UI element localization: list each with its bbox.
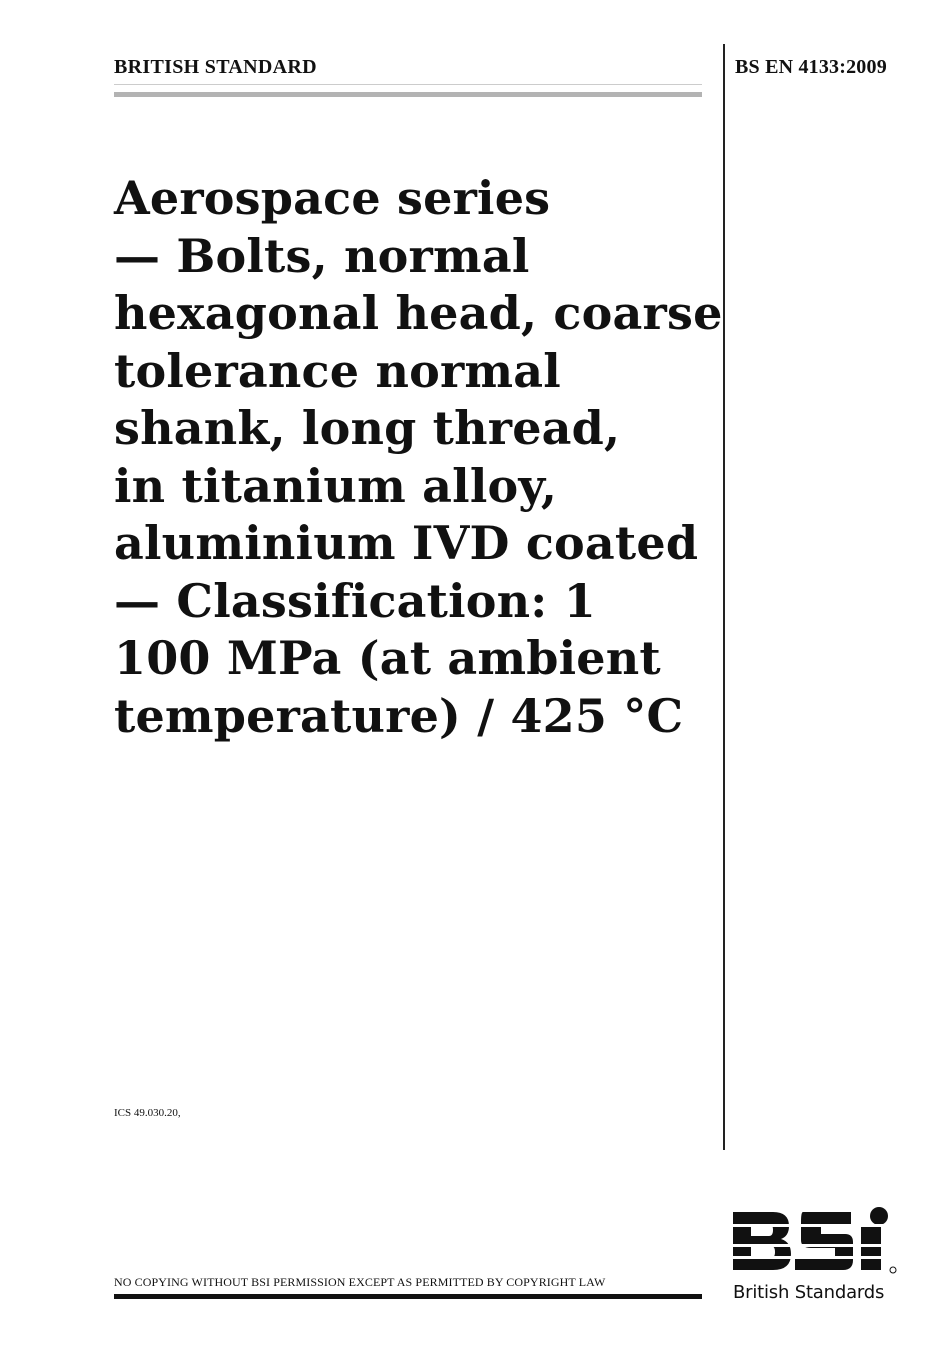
ics-code: ICS 49.030.20, [114, 1107, 181, 1119]
header-thin-rule [114, 84, 702, 85]
vertical-divider [723, 44, 725, 1150]
logo-caption: British Standards [733, 1282, 885, 1303]
copyright-notice: NO COPYING WITHOUT BSI PERMISSION EXCEPT AS PERMITTED BY COPYRIGHT LAW [114, 1275, 606, 1289]
title-line: in titanium alloy, [114, 458, 558, 513]
document-series-label: BRITISH STANDARD [114, 56, 317, 78]
title-line: shank, long thread, [114, 401, 621, 455]
footer-rule [114, 1294, 702, 1299]
document-title [114, 170, 723, 745]
standard-designation: BS EN 4133:2009 [735, 56, 887, 78]
title-line: — Bolts, normal [114, 228, 530, 283]
header-thick-rule [114, 92, 702, 97]
title-line: hexagonal head, coarse [114, 286, 723, 340]
bsi-logo [731, 1206, 897, 1306]
title-line: tolerance normal [114, 343, 561, 398]
title-line: aluminium IVD coated [114, 516, 699, 570]
bsi-logo-icon [731, 1206, 897, 1276]
title-line: 100 MPa (at ambient [114, 631, 661, 685]
title-line: temperature) / 425 °C [114, 688, 684, 743]
title-line: — Classification: 1 [114, 573, 596, 628]
title-line: Aerospace series [114, 171, 551, 225]
